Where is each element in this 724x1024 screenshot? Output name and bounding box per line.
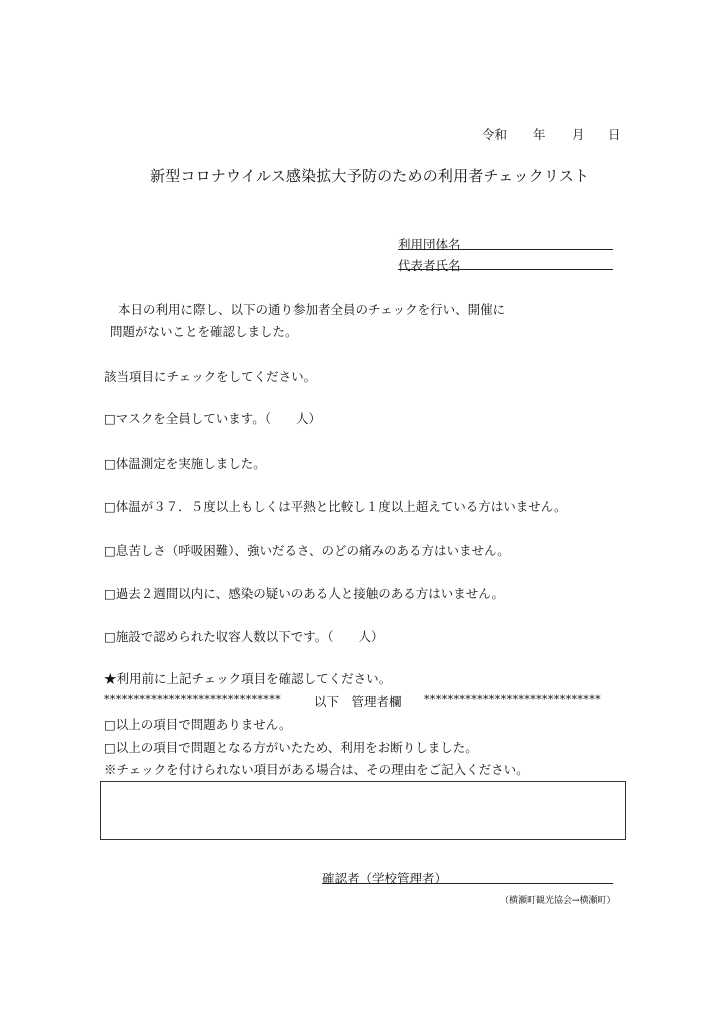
divider-stars-left: ****************************** [104, 693, 281, 706]
instruction-text: 該当項目にチェックをしてください。 [104, 369, 317, 384]
intro-line-2: 問題がないことを確認しました。 [110, 324, 298, 339]
checklist-item-temperature-check[interactable]: □体温測定を実施しました。 [104, 456, 266, 471]
checklist-item-capacity[interactable]: □施設で認められた収容人数以下です。（ 人） [104, 629, 384, 644]
source-note: （横瀬町観光協会→横瀬町） [500, 896, 616, 906]
date-day: 日 [608, 127, 621, 142]
group-name-line[interactable] [398, 249, 613, 250]
date-month: 月 [572, 127, 585, 142]
group-name-label: 利用団体名 [398, 237, 461, 252]
admin-section-label: 以下 管理者欄 [314, 694, 402, 709]
date-era: 令和 [482, 127, 508, 142]
admin-item-refused[interactable]: □以上の項目で問題となる方がいたため、利用をお断りしました。 [104, 740, 478, 755]
admin-item-no-problem[interactable]: □以上の項目で問題ありません。 [104, 717, 292, 732]
representative-line[interactable] [398, 269, 613, 270]
checklist-item-contact[interactable]: □過去２週間以内に、感染の疑いのある人と接触のある方はいません。 [104, 586, 505, 601]
representative-label: 代表者氏名 [398, 258, 461, 273]
document-title: 新型コロナウイルス感染拡大予防のための利用者チェックリスト [150, 167, 590, 185]
confirmer-signature-line[interactable] [322, 883, 613, 884]
reason-input-box[interactable] [100, 781, 626, 840]
divider-stars-right: ****************************** [424, 693, 601, 706]
checklist-item-masks[interactable]: □マスクを全員しています。（ 人） [104, 411, 322, 426]
confirmer-label: 確認者（学校管理者） [322, 871, 448, 886]
checklist-item-symptoms[interactable]: □息苦しさ（呼吸困難）、強いだるさ、のどの痛みのある方はいません。 [104, 543, 510, 558]
intro-line-1: 本日の利用に際し、以下の通り参加者全員のチェックを行い、開催に [118, 302, 506, 317]
reminder-text: ★利用前に上記チェック項目を確認してください。 [104, 671, 392, 686]
reason-note: ※チェックを付けられない項目がある場合は、その理由をご記入ください。 [104, 762, 529, 777]
checklist-item-fever[interactable]: □体温が３７．５度以上もしくは平熱と比較し１度以上超えている方はいません。 [104, 499, 567, 514]
date-year: 年 [533, 127, 546, 142]
